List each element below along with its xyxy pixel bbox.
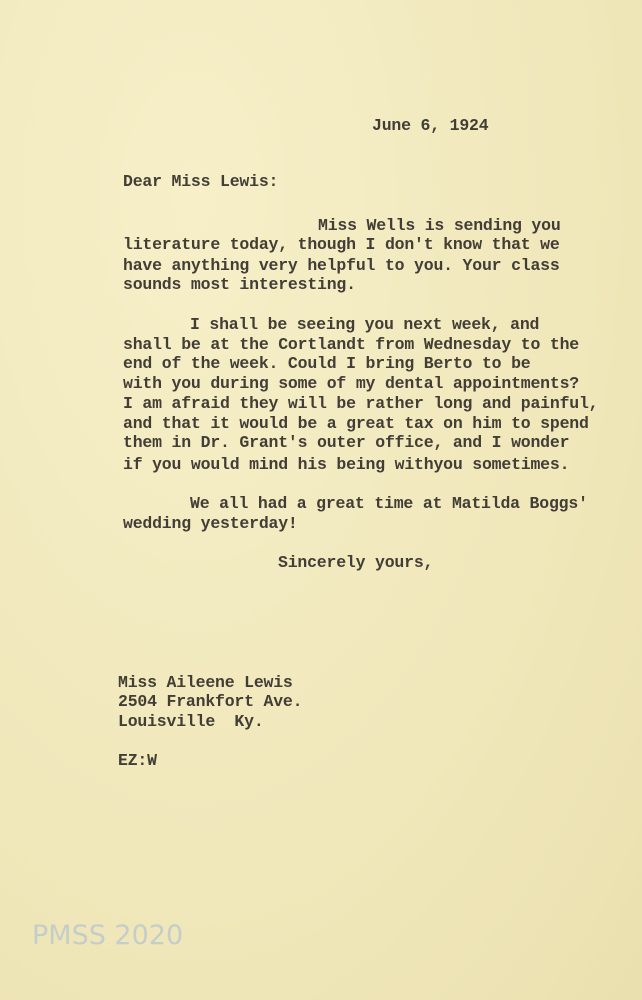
paragraph-line: I am afraid they will be rather long and painful, bbox=[123, 394, 599, 413]
paragraph-line: have anything very helpful to you. Your class bbox=[123, 256, 560, 275]
paragraph-line: and that it would be a great tax on him to spend bbox=[123, 414, 589, 433]
address-line: 2504 Frankfort Ave. bbox=[118, 692, 303, 711]
paragraph-line: literature today, though I don't know that we bbox=[123, 235, 560, 254]
initials: EZ:W bbox=[118, 751, 157, 770]
address-line: Louisville Ky. bbox=[118, 712, 264, 731]
salutation: Dear Miss Lewis: bbox=[123, 172, 279, 191]
paragraph-line: them in Dr. Grant's outer office, and I wonder bbox=[123, 433, 570, 452]
paragraph-line: Miss Wells is sending you bbox=[318, 216, 561, 235]
paragraph-line: sounds most interesting. bbox=[123, 275, 356, 294]
date: June 6, 1924 bbox=[372, 116, 489, 135]
paragraph-line: end of the week. Could I bring Berto to be bbox=[123, 354, 531, 373]
closing: Sincerely yours, bbox=[278, 553, 434, 572]
paragraph-line: with you during some of my dental appointments? bbox=[123, 374, 579, 393]
watermark: PMSS 2020 bbox=[32, 920, 184, 951]
paragraph-line: We all had a great time at Matilda Boggs' bbox=[190, 494, 588, 513]
paragraph-line: wedding yesterday! bbox=[123, 514, 298, 533]
address-line: Miss Aileene Lewis bbox=[118, 673, 293, 692]
paragraph-line: if you would mind his being withyou sometimes. bbox=[123, 455, 570, 474]
paragraph-line: I shall be seeing you next week, and bbox=[190, 315, 540, 334]
paragraph-line: shall be at the Cortlandt from Wednesday to the bbox=[123, 335, 579, 354]
